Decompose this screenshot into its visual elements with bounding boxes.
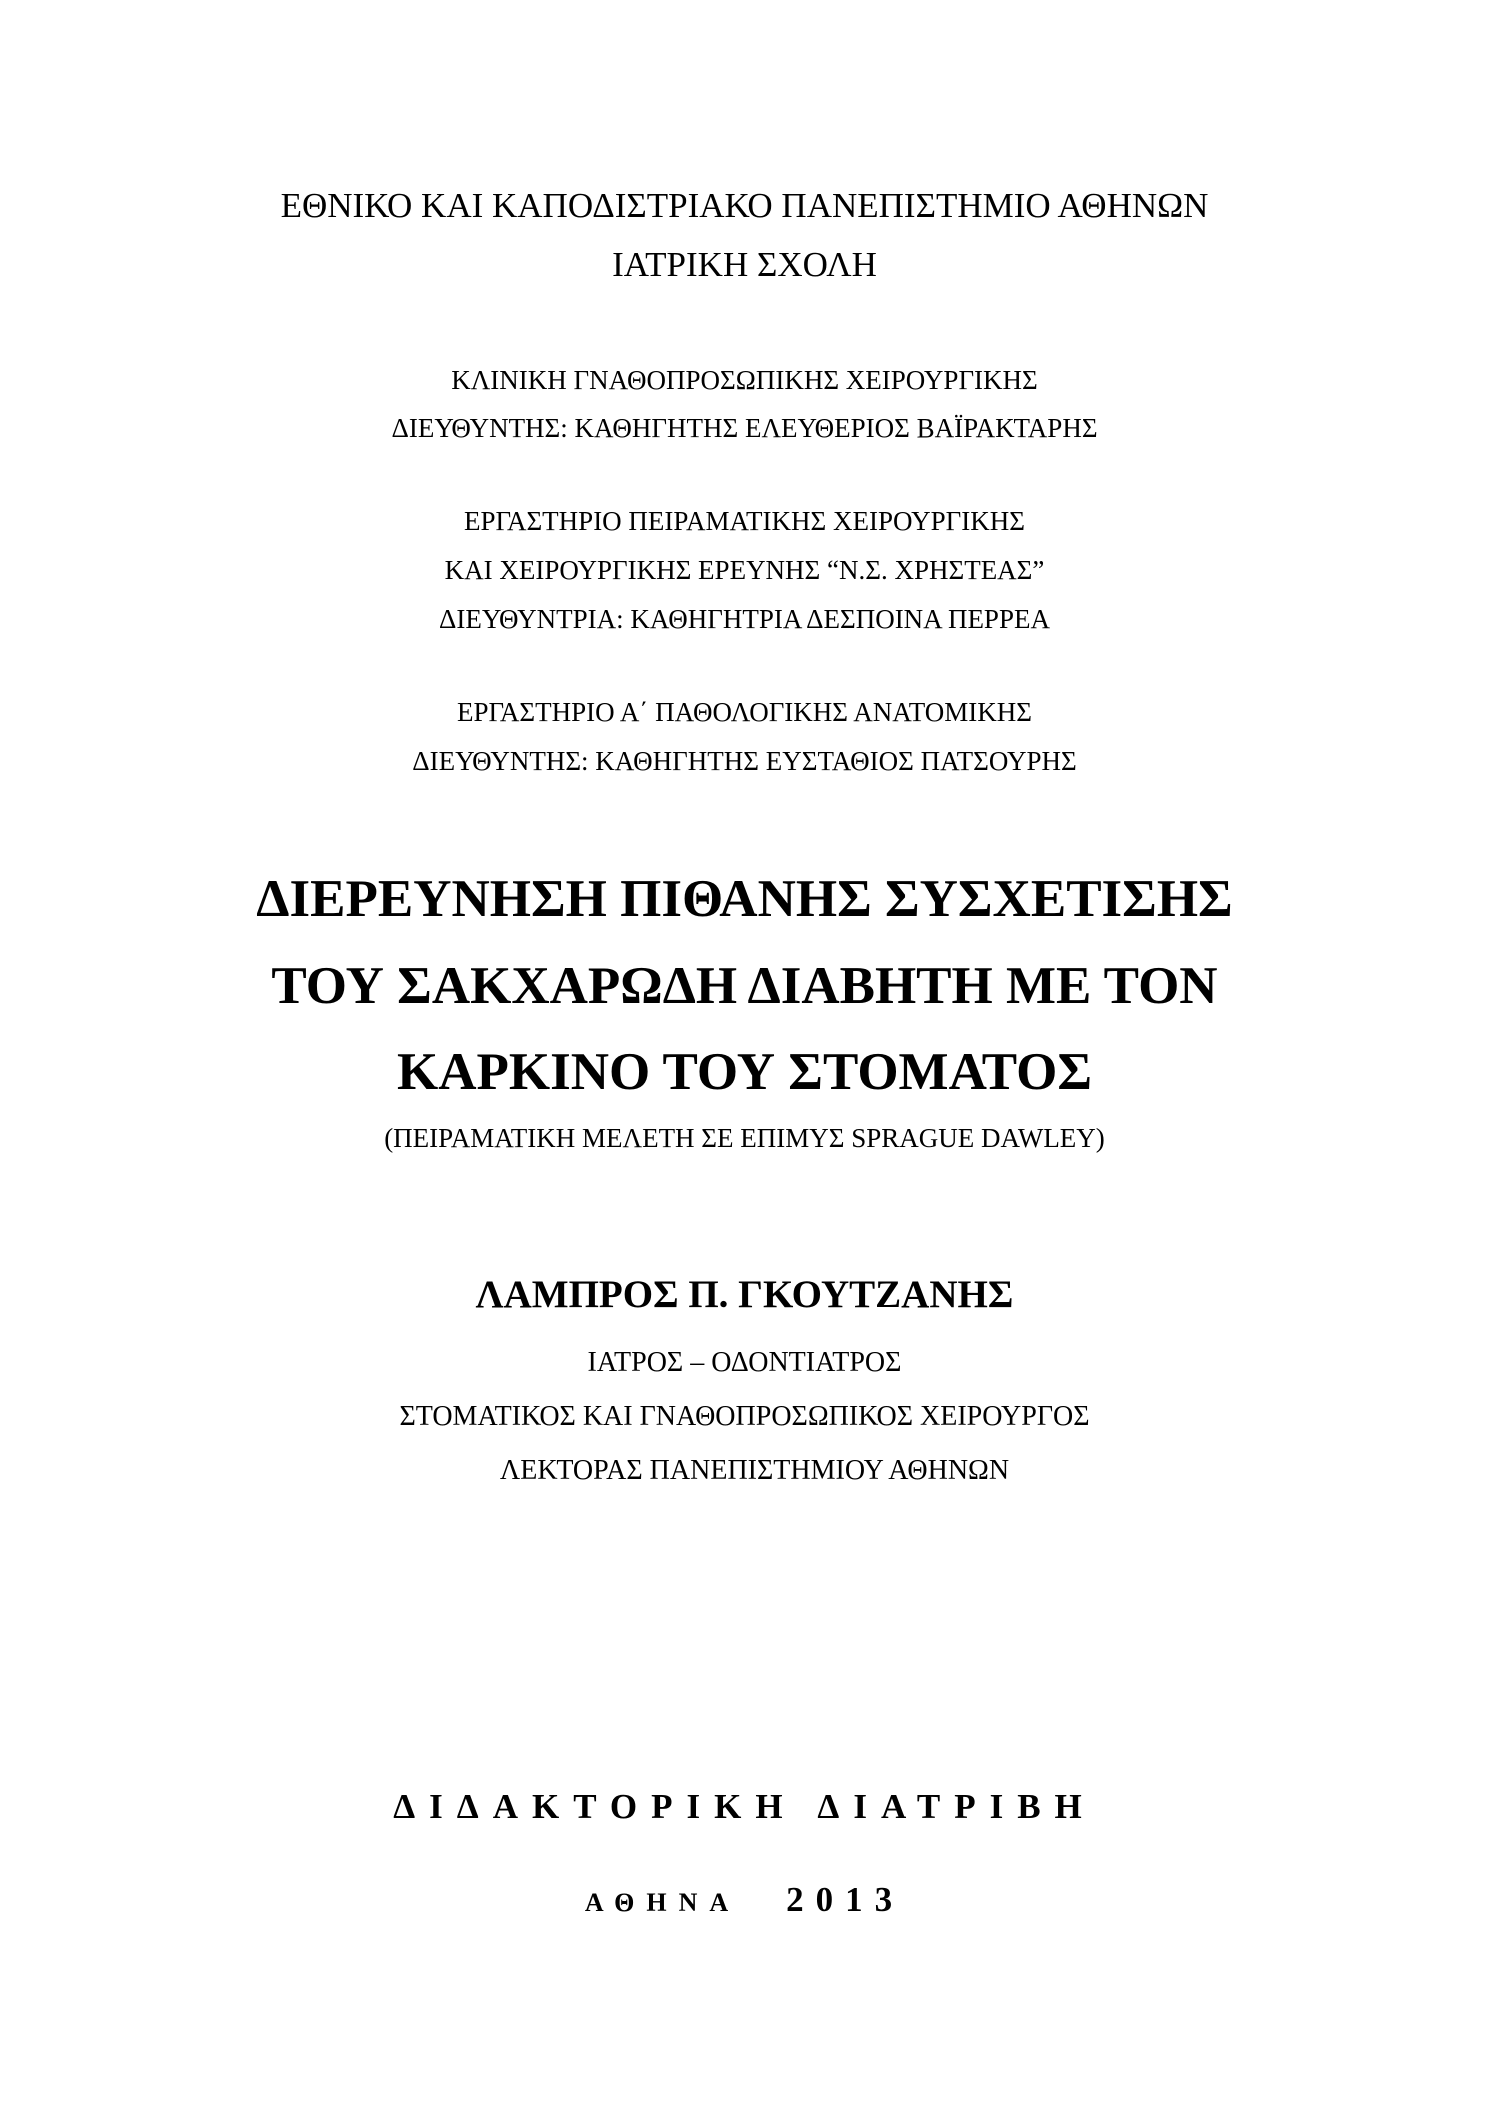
author-name: ΛΑΜΠΡΟΣ Π. ΓΚΟΥΤΖΑΝΗΣ <box>475 1273 1014 1316</box>
school-name: ΙΑΤΡΙΚΗ ΣΧΟΛΗ <box>612 245 877 284</box>
department-line: ΚΑΙ ΧΕΙΡΟΥΡΓΙΚΗΣ ΕΡΕΥΝΗΣ “Ν.Σ. ΧΡΗΣΤΕΑΣ” <box>444 555 1045 585</box>
author-credential: ΣΤΟΜΑΤΙΚΟΣ ΚΑΙ ΓΝΑΘΟΠΡΟΣΩΠΙΚΟΣ ΧΕΙΡΟΥΡΓΟΣ <box>399 1401 1090 1432</box>
city: ΑΘΗΝΑ <box>584 1888 741 1917</box>
thesis-title-line: ΤΟΥ ΣΑΚΧΑΡΩΔΗ ΔΙΑΒΗΤΗ ΜΕ ΤΟΝ <box>271 957 1218 1015</box>
author-credential: ΙΑΤΡΟΣ – ΟΔΟΝΤΙΑΤΡΟΣ <box>587 1347 902 1378</box>
author-credential: ΛΕΚΤΟΡΑΣ ΠΑΝΕΠΙΣΤΗΜΙΟΥ ΑΘΗΝΩΝ <box>499 1455 1010 1486</box>
department-line: ΕΡΓΑΣΤΗΡΙΟ ΠΕΙΡΑΜΑΤΙΚΗΣ ΧΕΙΡΟΥΡΓΙΚΗΣ <box>464 506 1025 536</box>
university-name: ΕΘΝΙΚΟ ΚΑΙ ΚΑΠΟΔΙΣΤΡΙΑΚΟ ΠΑΝΕΠΙΣΤΗΜΙΟ ΑΘΗΝΩΝ <box>280 186 1209 225</box>
year: 2013 <box>786 1880 905 1919</box>
department-line: ΔΙΕΥΘΥΝΤΗΣ: ΚΑΘΗΓΗΤΗΣ ΕΛΕΥΘΕΡΙΟΣ ΒΑΪΡΑΚΤΑΡΗΣ <box>391 413 1098 443</box>
department-line: ΕΡΓΑΣΤΗΡΙΟ Α΄ ΠΑΘΟΛΟΓΙΚΗΣ ΑΝΑΤΟΜΙΚΗΣ <box>456 697 1033 727</box>
thesis-subtitle: (ΠΕΙΡΑΜΑΤΙΚΗ ΜΕΛΕΤΗ ΣΕ ΕΠΙΜΥΣ SPRAGUE DAWLEY) <box>384 1123 1105 1153</box>
department-line: ΔΙΕΥΘΥΝΤΡΙΑ: ΚΑΘΗΓΗΤΡΙΑ ΔΕΣΠΟΙΝΑ ΠΕΡΡΕΑ <box>439 604 1050 634</box>
department-line: ΔΙΕΥΘΥΝΤΗΣ: ΚΑΘΗΓΗΤΗΣ ΕΥΣΤΑΘΙΟΣ ΠΑΤΣΟΥΡΗΣ <box>412 746 1077 776</box>
thesis-title-line: ΚΑΡΚΙΝΟ ΤΟΥ ΣΤΟΜΑΤΟΣ <box>397 1043 1092 1101</box>
document-type: ΔΙΔΑΚΤΟΡΙΚΗ ΔΙΑΤΡΙΒΗ <box>393 1787 1096 1826</box>
department-line: ΚΛΙΝΙΚΗ ΓΝΑΘΟΠΡΟΣΩΠΙΚΗΣ ΧΕΙΡΟΥΡΓΙΚΗΣ <box>451 365 1038 395</box>
place-and-year <box>0 1882 1489 1917</box>
thesis-title-line: ΔΙΕΡΕΥΝΗΣΗ ΠΙΘΑΝΗΣ ΣΥΣΧΕΤΙΣΗΣ <box>256 870 1233 928</box>
